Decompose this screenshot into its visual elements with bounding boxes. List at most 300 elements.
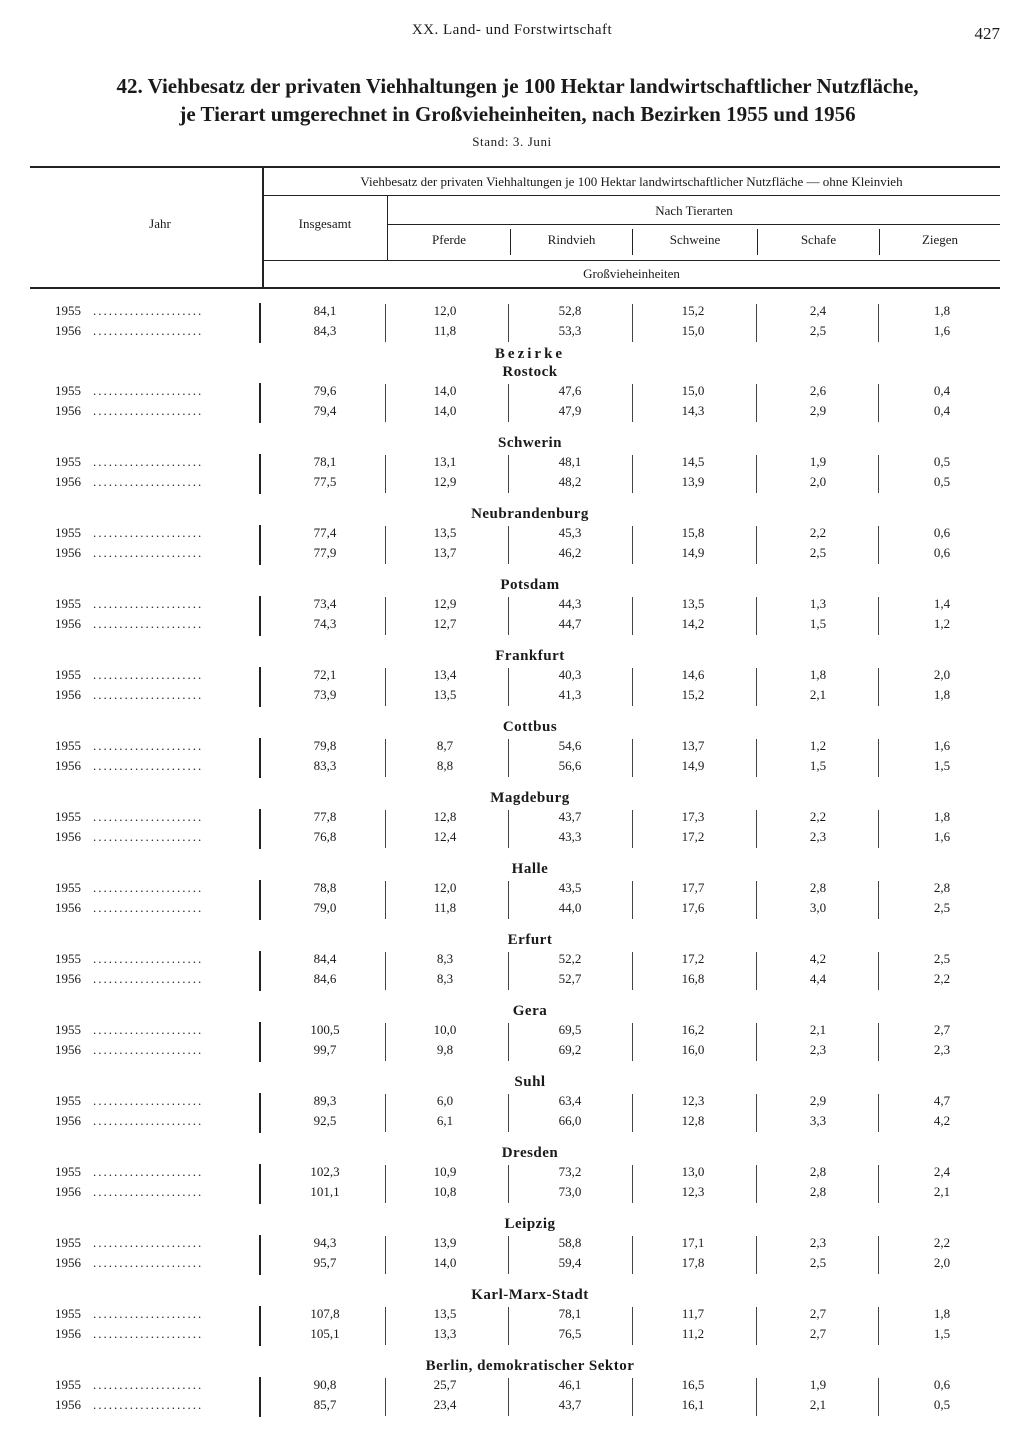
- cell-schafe: 1,5: [809, 616, 827, 631]
- cell-schweine: 17,7: [681, 880, 705, 895]
- district-rows: [0, 383, 1024, 423]
- year-label: 1956: [55, 829, 81, 844]
- cell-pferde: 13,5: [433, 687, 457, 702]
- cell-rindvieh: 46,1: [558, 1377, 582, 1392]
- cell-schweine: 14,3: [681, 403, 705, 418]
- year-cell: [55, 1235, 255, 1251]
- cell-pferde: 8,3: [436, 951, 454, 966]
- leader-dots: .....................: [93, 1164, 204, 1179]
- cell-insgesamt: 99,7: [313, 1042, 337, 1057]
- district-heading: Karl-Marx-Stadt: [471, 1287, 589, 1303]
- cell-schafe: 2,9: [809, 1093, 827, 1108]
- year-cell: [55, 596, 255, 612]
- cell-insgesamt: 85,7: [313, 1397, 337, 1412]
- leader-dots: .....................: [93, 323, 204, 338]
- cell-schweine: 14,9: [681, 758, 705, 773]
- table-row: [0, 1397, 1024, 1417]
- cell-ziegen: 4,7: [933, 1093, 951, 1108]
- cell-pferde: 13,5: [433, 525, 457, 540]
- cell-insgesamt: 79,0: [313, 900, 337, 915]
- year-label: 1955: [55, 383, 81, 398]
- table-row: [0, 403, 1024, 423]
- district-rows: [0, 596, 1024, 636]
- cell-rindvieh: 48,2: [558, 474, 582, 489]
- district-rows: [0, 525, 1024, 565]
- cell-schafe: 2,9: [809, 403, 827, 418]
- table-row: [0, 545, 1024, 565]
- cell-pferde: 23,4: [433, 1397, 457, 1412]
- table-row: [0, 687, 1024, 707]
- cell-schafe: 2,2: [809, 809, 827, 824]
- year-cell: [55, 687, 255, 703]
- cell-rindvieh: 44,3: [558, 596, 582, 611]
- cell-rindvieh: 73,2: [558, 1164, 582, 1179]
- cell-ziegen: 0,4: [933, 403, 951, 418]
- header-insgesamt: Insgesamt: [298, 216, 352, 231]
- year-cell: [55, 303, 255, 319]
- cell-rindvieh: 43,5: [558, 880, 582, 895]
- cell-pferde: 13,1: [433, 454, 457, 469]
- cell-pferde: 12,9: [433, 474, 457, 489]
- cell-rindvieh: 44,0: [558, 900, 582, 915]
- cell-schweine: 17,2: [681, 951, 705, 966]
- district-rows: [0, 1235, 1024, 1275]
- cell-ziegen: 2,2: [933, 971, 951, 986]
- leader-dots: .....................: [93, 1093, 204, 1108]
- cell-schweine: 13,7: [681, 738, 705, 753]
- cell-ziegen: 2,0: [933, 1255, 951, 1270]
- running-head: XX. Land- und Forstwirtschaft: [411, 22, 613, 38]
- table-row: [0, 971, 1024, 991]
- cell-schweine: 15,2: [681, 303, 705, 318]
- cell-pferde: 25,7: [433, 1377, 457, 1392]
- district-heading: Rostock: [502, 364, 558, 380]
- header-nach-tierarten: Nach Tierarten: [655, 203, 733, 218]
- cell-rindvieh: 46,2: [558, 545, 582, 560]
- cell-pferde: 8,8: [436, 758, 454, 773]
- cell-insgesamt: 84,4: [313, 951, 337, 966]
- cell-schafe: 3,3: [809, 1113, 827, 1128]
- cell-insgesamt: 84,3: [313, 323, 337, 338]
- cell-schweine: 13,5: [681, 596, 705, 611]
- cell-ziegen: 0,5: [933, 1397, 951, 1412]
- cell-schweine: 15,0: [681, 323, 705, 338]
- table-row: [0, 829, 1024, 849]
- cell-insgesamt: 73,4: [313, 596, 337, 611]
- spacer: [0, 1062, 1024, 1071]
- spacer: [0, 778, 1024, 787]
- year-label: 1955: [55, 1306, 81, 1321]
- cell-pferde: 6,1: [436, 1113, 454, 1128]
- cell-schafe: 4,2: [809, 951, 827, 966]
- cell-rindvieh: 47,6: [558, 383, 582, 398]
- spacer: [0, 636, 1024, 645]
- unit-rule: [263, 260, 1000, 261]
- cell-rindvieh: 59,4: [558, 1255, 582, 1270]
- cell-ziegen: 0,5: [933, 454, 951, 469]
- cell-insgesamt: 74,3: [313, 616, 337, 631]
- cell-schafe: 2,5: [809, 545, 827, 560]
- cell-ziegen: 0,6: [933, 1377, 951, 1392]
- year-label: 1956: [55, 1113, 81, 1128]
- leader-dots: .....................: [93, 1113, 204, 1128]
- cell-pferde: 13,4: [433, 667, 457, 682]
- cell-insgesamt: 79,4: [313, 403, 337, 418]
- cell-ziegen: 1,6: [933, 738, 951, 753]
- district-heading: Leipzig: [504, 1216, 556, 1232]
- cell-schweine: 14,9: [681, 545, 705, 560]
- cell-insgesamt: 101,1: [310, 1184, 340, 1199]
- year-label: 1956: [55, 545, 81, 560]
- cell-rindvieh: 69,5: [558, 1022, 582, 1037]
- cell-schweine: 17,2: [681, 829, 705, 844]
- district-rows: [0, 880, 1024, 920]
- cell-schafe: 2,7: [809, 1306, 827, 1321]
- year-label: 1955: [55, 1093, 81, 1108]
- header-ziegen: Ziegen: [921, 232, 959, 247]
- cell-schweine: 15,0: [681, 383, 705, 398]
- district-rows: [0, 1377, 1024, 1417]
- year-label: 1955: [55, 809, 81, 824]
- year-label: 1955: [55, 525, 81, 540]
- spacer: [0, 494, 1024, 503]
- leader-dots: .....................: [93, 616, 204, 631]
- table-row: [0, 758, 1024, 778]
- year-label: 1955: [55, 1022, 81, 1037]
- year-cell: [55, 545, 255, 561]
- cell-schweine: 12,3: [681, 1184, 705, 1199]
- cell-rindvieh: 43,7: [558, 1397, 582, 1412]
- table-row: [0, 1306, 1024, 1326]
- leader-dots: .....................: [93, 1022, 204, 1037]
- year-cell: [55, 738, 255, 754]
- cell-schweine: 14,6: [681, 667, 705, 682]
- table-row: [0, 809, 1024, 829]
- year-cell: [55, 403, 255, 419]
- year-label: 1956: [55, 1397, 81, 1412]
- year-cell: [55, 454, 255, 470]
- district-rows: [0, 951, 1024, 991]
- cell-schafe: 1,3: [809, 596, 827, 611]
- district-heading: Suhl: [514, 1074, 546, 1090]
- year-cell: [55, 1306, 255, 1322]
- cell-ziegen: 1,8: [933, 809, 951, 824]
- cell-pferde: 12,8: [433, 809, 457, 824]
- header-rindvieh: Rindvieh: [547, 232, 596, 247]
- header-schafe: Schafe: [800, 232, 837, 247]
- cell-schafe: 2,5: [809, 323, 827, 338]
- cell-pferde: 6,0: [436, 1093, 454, 1108]
- table-row: [0, 596, 1024, 616]
- cell-schafe: 2,8: [809, 880, 827, 895]
- title-line-2: je Tierart umgerechnet in Großvieheinheiten, nach Bezirken 1955 und 1956: [179, 102, 856, 126]
- cell-schafe: 2,7: [809, 1326, 827, 1341]
- cell-ziegen: 0,6: [933, 545, 951, 560]
- cell-insgesamt: 79,6: [313, 383, 337, 398]
- leader-dots: .....................: [93, 971, 204, 986]
- table-row: [0, 1022, 1024, 1042]
- header-pferde: Pferde: [432, 232, 466, 247]
- cell-ziegen: 0,5: [933, 474, 951, 489]
- leader-dots: .....................: [93, 758, 204, 773]
- cell-ziegen: 0,4: [933, 383, 951, 398]
- leader-dots: .....................: [93, 1377, 204, 1392]
- district-rows: [0, 1093, 1024, 1133]
- year-cell: [55, 474, 255, 490]
- cell-insgesamt: 73,9: [313, 687, 337, 702]
- year-cell: [55, 1255, 255, 1271]
- year-label: 1956: [55, 403, 81, 418]
- leader-dots: .....................: [93, 596, 204, 611]
- spacer: [0, 1275, 1024, 1284]
- spacer: [0, 991, 1024, 1000]
- cell-schweine: 17,1: [681, 1235, 705, 1250]
- year-cell: [55, 616, 255, 632]
- cell-pferde: 13,7: [433, 545, 457, 560]
- cell-ziegen: 2,5: [933, 900, 951, 915]
- cell-schafe: 2,3: [809, 1235, 827, 1250]
- spacer: [0, 920, 1024, 929]
- cell-pferde: 9,8: [436, 1042, 454, 1057]
- district-heading: Magdeburg: [490, 790, 570, 806]
- cell-ziegen: 1,6: [933, 323, 951, 338]
- cell-ziegen: 2,5: [933, 951, 951, 966]
- cell-rindvieh: 52,7: [558, 971, 582, 986]
- cell-ziegen: 2,3: [933, 1042, 951, 1057]
- spacer: [0, 707, 1024, 716]
- table-row: [0, 1235, 1024, 1255]
- cell-schweine: 17,3: [681, 809, 705, 824]
- cell-pferde: 10,8: [433, 1184, 457, 1199]
- year-label: 1955: [55, 1164, 81, 1179]
- leader-dots: .....................: [93, 829, 204, 844]
- year-label: 1956: [55, 687, 81, 702]
- cell-ziegen: 2,0: [933, 667, 951, 682]
- cell-schweine: 16,5: [681, 1377, 705, 1392]
- year-label: 1955: [55, 454, 81, 469]
- header-schweine: Schweine: [669, 232, 721, 247]
- year-cell: [55, 1377, 255, 1393]
- page-number: 427: [974, 24, 1000, 43]
- cell-ziegen: 1,4: [933, 596, 951, 611]
- cell-schafe: 2,1: [809, 1397, 827, 1412]
- cell-schafe: 2,1: [809, 1022, 827, 1037]
- cell-insgesamt: 72,1: [313, 667, 337, 682]
- district-heading: Cottbus: [502, 719, 558, 735]
- year-cell: [55, 1093, 255, 1109]
- cell-schweine: 16,8: [681, 971, 705, 986]
- cell-ziegen: 0,6: [933, 525, 951, 540]
- year-cell: [55, 525, 255, 541]
- year-label: 1955: [55, 1235, 81, 1250]
- cell-pferde: 13,9: [433, 1235, 457, 1250]
- header-spanner: Viehbesatz der privaten Viehhaltungen je 100 Hektar landwirtschaftlicher Nutzfläche — ohne Kleinvieh: [360, 174, 903, 189]
- cell-rindvieh: 53,3: [558, 323, 582, 338]
- year-cell: [55, 900, 255, 916]
- cell-rindvieh: 47,9: [558, 403, 582, 418]
- cell-ziegen: 1,6: [933, 829, 951, 844]
- year-cell: [55, 1184, 255, 1200]
- leader-dots: .....................: [93, 454, 204, 469]
- cell-rindvieh: 43,7: [558, 809, 582, 824]
- year-cell: [55, 1113, 255, 1129]
- cell-schafe: 3,0: [809, 900, 827, 915]
- year-cell: [55, 323, 255, 339]
- leader-dots: .....................: [93, 1397, 204, 1412]
- header-unit: Großvieheinheiten: [583, 266, 680, 281]
- cell-pferde: 14,0: [433, 1255, 457, 1270]
- cell-rindvieh: 40,3: [558, 667, 582, 682]
- cell-schweine: 12,8: [681, 1113, 705, 1128]
- year-cell: [55, 971, 255, 987]
- district-heading: Frankfurt: [495, 648, 565, 664]
- year-label: 1956: [55, 1326, 81, 1341]
- cell-pferde: 12,7: [433, 616, 457, 631]
- table-row: [0, 454, 1024, 474]
- year-label: 1956: [55, 758, 81, 773]
- table-row: [0, 738, 1024, 758]
- district-rows: [0, 738, 1024, 778]
- table-row: [0, 474, 1024, 494]
- cell-rindvieh: 52,8: [558, 303, 582, 318]
- cell-rindvieh: 66,0: [558, 1113, 582, 1128]
- year-cell: [55, 1397, 255, 1413]
- table-row: [0, 1113, 1024, 1133]
- table-row: [0, 1326, 1024, 1346]
- title-line-1: 42. Viehbesatz der privaten Viehhaltungen je 100 Hektar landwirtschaftlicher Nutzfläche,: [116, 74, 919, 98]
- cell-rindvieh: 63,4: [558, 1093, 582, 1108]
- cell-rindvieh: 48,1: [558, 454, 582, 469]
- cell-schafe: 1,8: [809, 667, 827, 682]
- cell-insgesamt: 77,5: [313, 474, 337, 489]
- cell-insgesamt: 83,3: [313, 758, 337, 773]
- year-cell: [55, 1164, 255, 1180]
- district-heading: Potsdam: [500, 577, 560, 593]
- cell-schweine: 15,2: [681, 687, 705, 702]
- cell-ziegen: 1,2: [933, 616, 951, 631]
- leader-dots: .....................: [93, 474, 204, 489]
- cell-rindvieh: 69,2: [558, 1042, 582, 1057]
- table-row: [0, 303, 1024, 323]
- cell-insgesamt: 78,1: [313, 454, 337, 469]
- leader-dots: .....................: [93, 1326, 204, 1341]
- year-cell: [55, 383, 255, 399]
- year-cell: [55, 809, 255, 825]
- cell-ziegen: 2,7: [933, 1022, 951, 1037]
- cell-schafe: 2,0: [809, 474, 827, 489]
- table-row: [0, 880, 1024, 900]
- table-row: [0, 525, 1024, 545]
- year-label: 1956: [55, 1184, 81, 1199]
- cell-schafe: 2,8: [809, 1164, 827, 1179]
- year-label: 1955: [55, 667, 81, 682]
- table-row: [0, 323, 1024, 343]
- leader-dots: .....................: [93, 403, 204, 418]
- district-heading: Halle: [511, 861, 549, 877]
- header-top-rule: [30, 166, 1000, 168]
- cell-insgesamt: 92,5: [313, 1113, 337, 1128]
- table-row: [0, 383, 1024, 403]
- cell-insgesamt: 77,9: [313, 545, 337, 560]
- cell-rindvieh: 41,3: [558, 687, 582, 702]
- leader-dots: .....................: [93, 1255, 204, 1270]
- cell-schweine: 16,1: [681, 1397, 705, 1412]
- cell-schweine: 16,0: [681, 1042, 705, 1057]
- cell-insgesamt: 94,3: [313, 1235, 337, 1250]
- cell-pferde: 14,0: [433, 383, 457, 398]
- cell-schafe: 2,1: [809, 687, 827, 702]
- cell-schafe: 1,9: [809, 1377, 827, 1392]
- cell-pferde: 10,0: [433, 1022, 457, 1037]
- year-cell: [55, 1326, 255, 1342]
- cell-insgesamt: 107,8: [310, 1306, 340, 1321]
- table-row: [0, 900, 1024, 920]
- cell-pferde: 12,9: [433, 596, 457, 611]
- leader-dots: .....................: [93, 809, 204, 824]
- year-cell: [55, 880, 255, 896]
- cell-schweine: 15,8: [681, 525, 705, 540]
- cell-insgesamt: 78,8: [313, 880, 337, 895]
- cell-pferde: 12,0: [433, 303, 457, 318]
- leader-dots: .....................: [93, 687, 204, 702]
- district-rows: [0, 809, 1024, 849]
- cell-schafe: 2,8: [809, 1184, 827, 1199]
- district-heading: Gera: [512, 1003, 548, 1019]
- leader-dots: .....................: [93, 545, 204, 560]
- year-label: 1956: [55, 1042, 81, 1057]
- total-rows: [0, 303, 1024, 343]
- leader-dots: .....................: [93, 525, 204, 540]
- spacer: [0, 1346, 1024, 1355]
- cell-ziegen: 4,2: [933, 1113, 951, 1128]
- cell-schafe: 1,5: [809, 758, 827, 773]
- cell-insgesamt: 100,5: [310, 1022, 340, 1037]
- year-cell: [55, 829, 255, 845]
- district-rows: [0, 667, 1024, 707]
- leader-dots: .....................: [93, 667, 204, 682]
- cell-schafe: 1,9: [809, 454, 827, 469]
- table-row: [0, 1042, 1024, 1062]
- district-rows: [0, 1164, 1024, 1204]
- spacer: [0, 423, 1024, 432]
- stand-date: Stand: 3. Juni: [472, 134, 552, 149]
- cell-insgesamt: 84,1: [313, 303, 337, 318]
- cell-insgesamt: 79,8: [313, 738, 337, 753]
- cell-insgesamt: 89,3: [313, 1093, 337, 1108]
- cell-rindvieh: 73,0: [558, 1184, 582, 1199]
- cell-pferde: 13,3: [433, 1326, 457, 1341]
- cell-pferde: 11,8: [433, 900, 457, 915]
- cell-schweine: 16,2: [681, 1022, 705, 1037]
- year-cell: [55, 951, 255, 967]
- table-body: [0, 303, 1024, 1417]
- spacer: [0, 1133, 1024, 1142]
- year-label: 1956: [55, 474, 81, 489]
- year-label: 1956: [55, 616, 81, 631]
- cell-insgesamt: 95,7: [313, 1255, 337, 1270]
- cell-ziegen: 2,8: [933, 880, 951, 895]
- cell-ziegen: 2,4: [933, 1164, 951, 1179]
- year-label: 1955: [55, 1377, 81, 1392]
- cell-insgesamt: 102,3: [310, 1164, 340, 1179]
- table-row: [0, 1184, 1024, 1204]
- year-label: 1956: [55, 971, 81, 986]
- year-label: 1955: [55, 738, 81, 753]
- spanner-rule: [263, 195, 1000, 196]
- year-cell: [55, 758, 255, 774]
- leader-dots: .....................: [93, 303, 204, 318]
- cell-schafe: 4,4: [809, 971, 827, 986]
